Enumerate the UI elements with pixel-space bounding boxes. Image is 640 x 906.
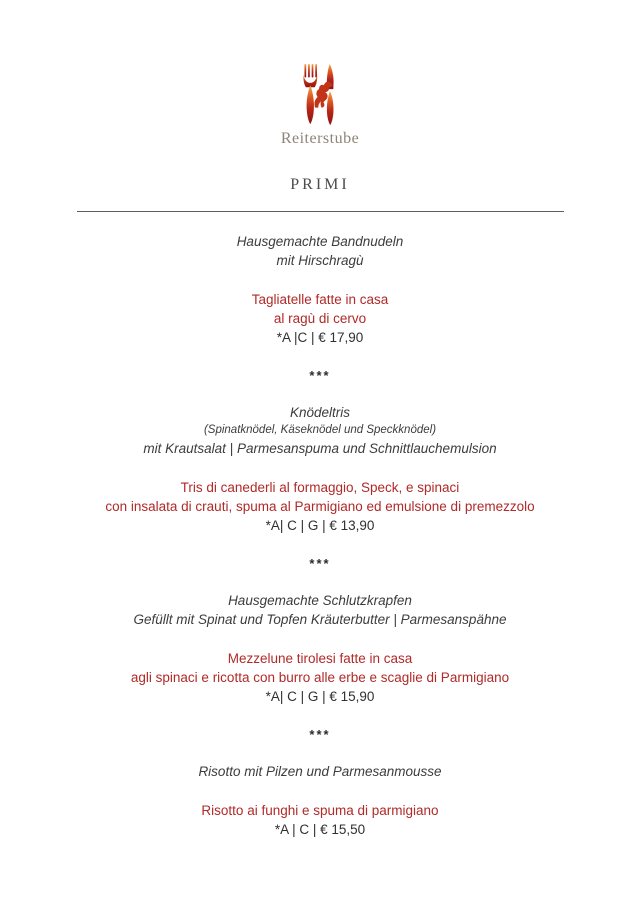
brand-name: Reiterstube	[280, 130, 360, 147]
dish-name-italian: Risotto ai funghi e spuma di parmigiano	[201, 803, 439, 818]
restaurant-logo	[0, 0, 640, 148]
dish-italian-block	[0, 649, 640, 706]
dish-name-italian: Tagliatelle fatte in casa	[251, 292, 389, 307]
dish-price: *A| C | G | € 13,90	[265, 518, 375, 533]
section-separator: ***	[309, 368, 331, 383]
section-separator: ***	[309, 556, 331, 571]
dish-subtitle-german: mit Krautsalat | Parmesanspuma und Schnittlauchemulsion	[143, 441, 497, 456]
section-separator: ***	[309, 727, 331, 742]
menu-item	[0, 403, 640, 535]
dish-price: *A |C | € 17,90	[276, 330, 364, 345]
dish-german-block	[0, 403, 640, 458]
dish-name-german: Risotto mit Pilzen und Parmesanmousse	[198, 764, 442, 779]
dish-subtitle-italian: al ragù di cervo	[273, 311, 367, 326]
fork-icon	[303, 64, 317, 124]
menu-item	[0, 591, 640, 706]
dish-name-italian: Mezzelune tirolesi fatte in casa	[227, 651, 413, 666]
divider	[77, 211, 564, 212]
dish-subtitle-italian: agli spinaci e ricotta con burro alle erbe e scaglie di Parmigiano	[130, 670, 510, 685]
menu-list	[0, 232, 640, 839]
dish-price: *A | C | € 15,50	[274, 822, 366, 837]
dish-price: *A| C | G | € 15,90	[265, 689, 375, 704]
fork-knife-horse-logo	[293, 62, 347, 128]
dish-italian-block	[0, 801, 640, 839]
knife-icon	[327, 64, 334, 125]
dish-italian-block	[0, 290, 640, 347]
dish-name-german: Hausgemachte Bandnudeln	[236, 234, 404, 249]
dish-name-german: Knödeltris	[289, 405, 351, 420]
dish-subtitle-german: Gefüllt mit Spinat und Topfen Kräuterbutter | Parmesanspähne	[133, 612, 507, 627]
dish-subtitle-italian: con insalata di crauti, spuma al Parmigiano ed emulsione di premezzolo	[105, 499, 535, 514]
dish-german-block	[0, 232, 640, 270]
dish-german-block	[0, 762, 640, 781]
dish-subtitle-german: mit Hirschragù	[276, 253, 364, 268]
dish-german-block	[0, 591, 640, 629]
menu-item	[0, 762, 640, 839]
dish-detail-german: (Spinatknödel, Käseknödel und Speckknödel)	[203, 424, 437, 436]
menu-item	[0, 232, 640, 347]
dish-name-italian: Tris di canederli al formaggio, Speck, e spinaci	[180, 480, 460, 495]
dish-name-german: Hausgemachte Schlutzkrapfen	[228, 593, 412, 608]
dish-italian-block	[0, 478, 640, 535]
page-title: PRIMI	[290, 176, 350, 193]
